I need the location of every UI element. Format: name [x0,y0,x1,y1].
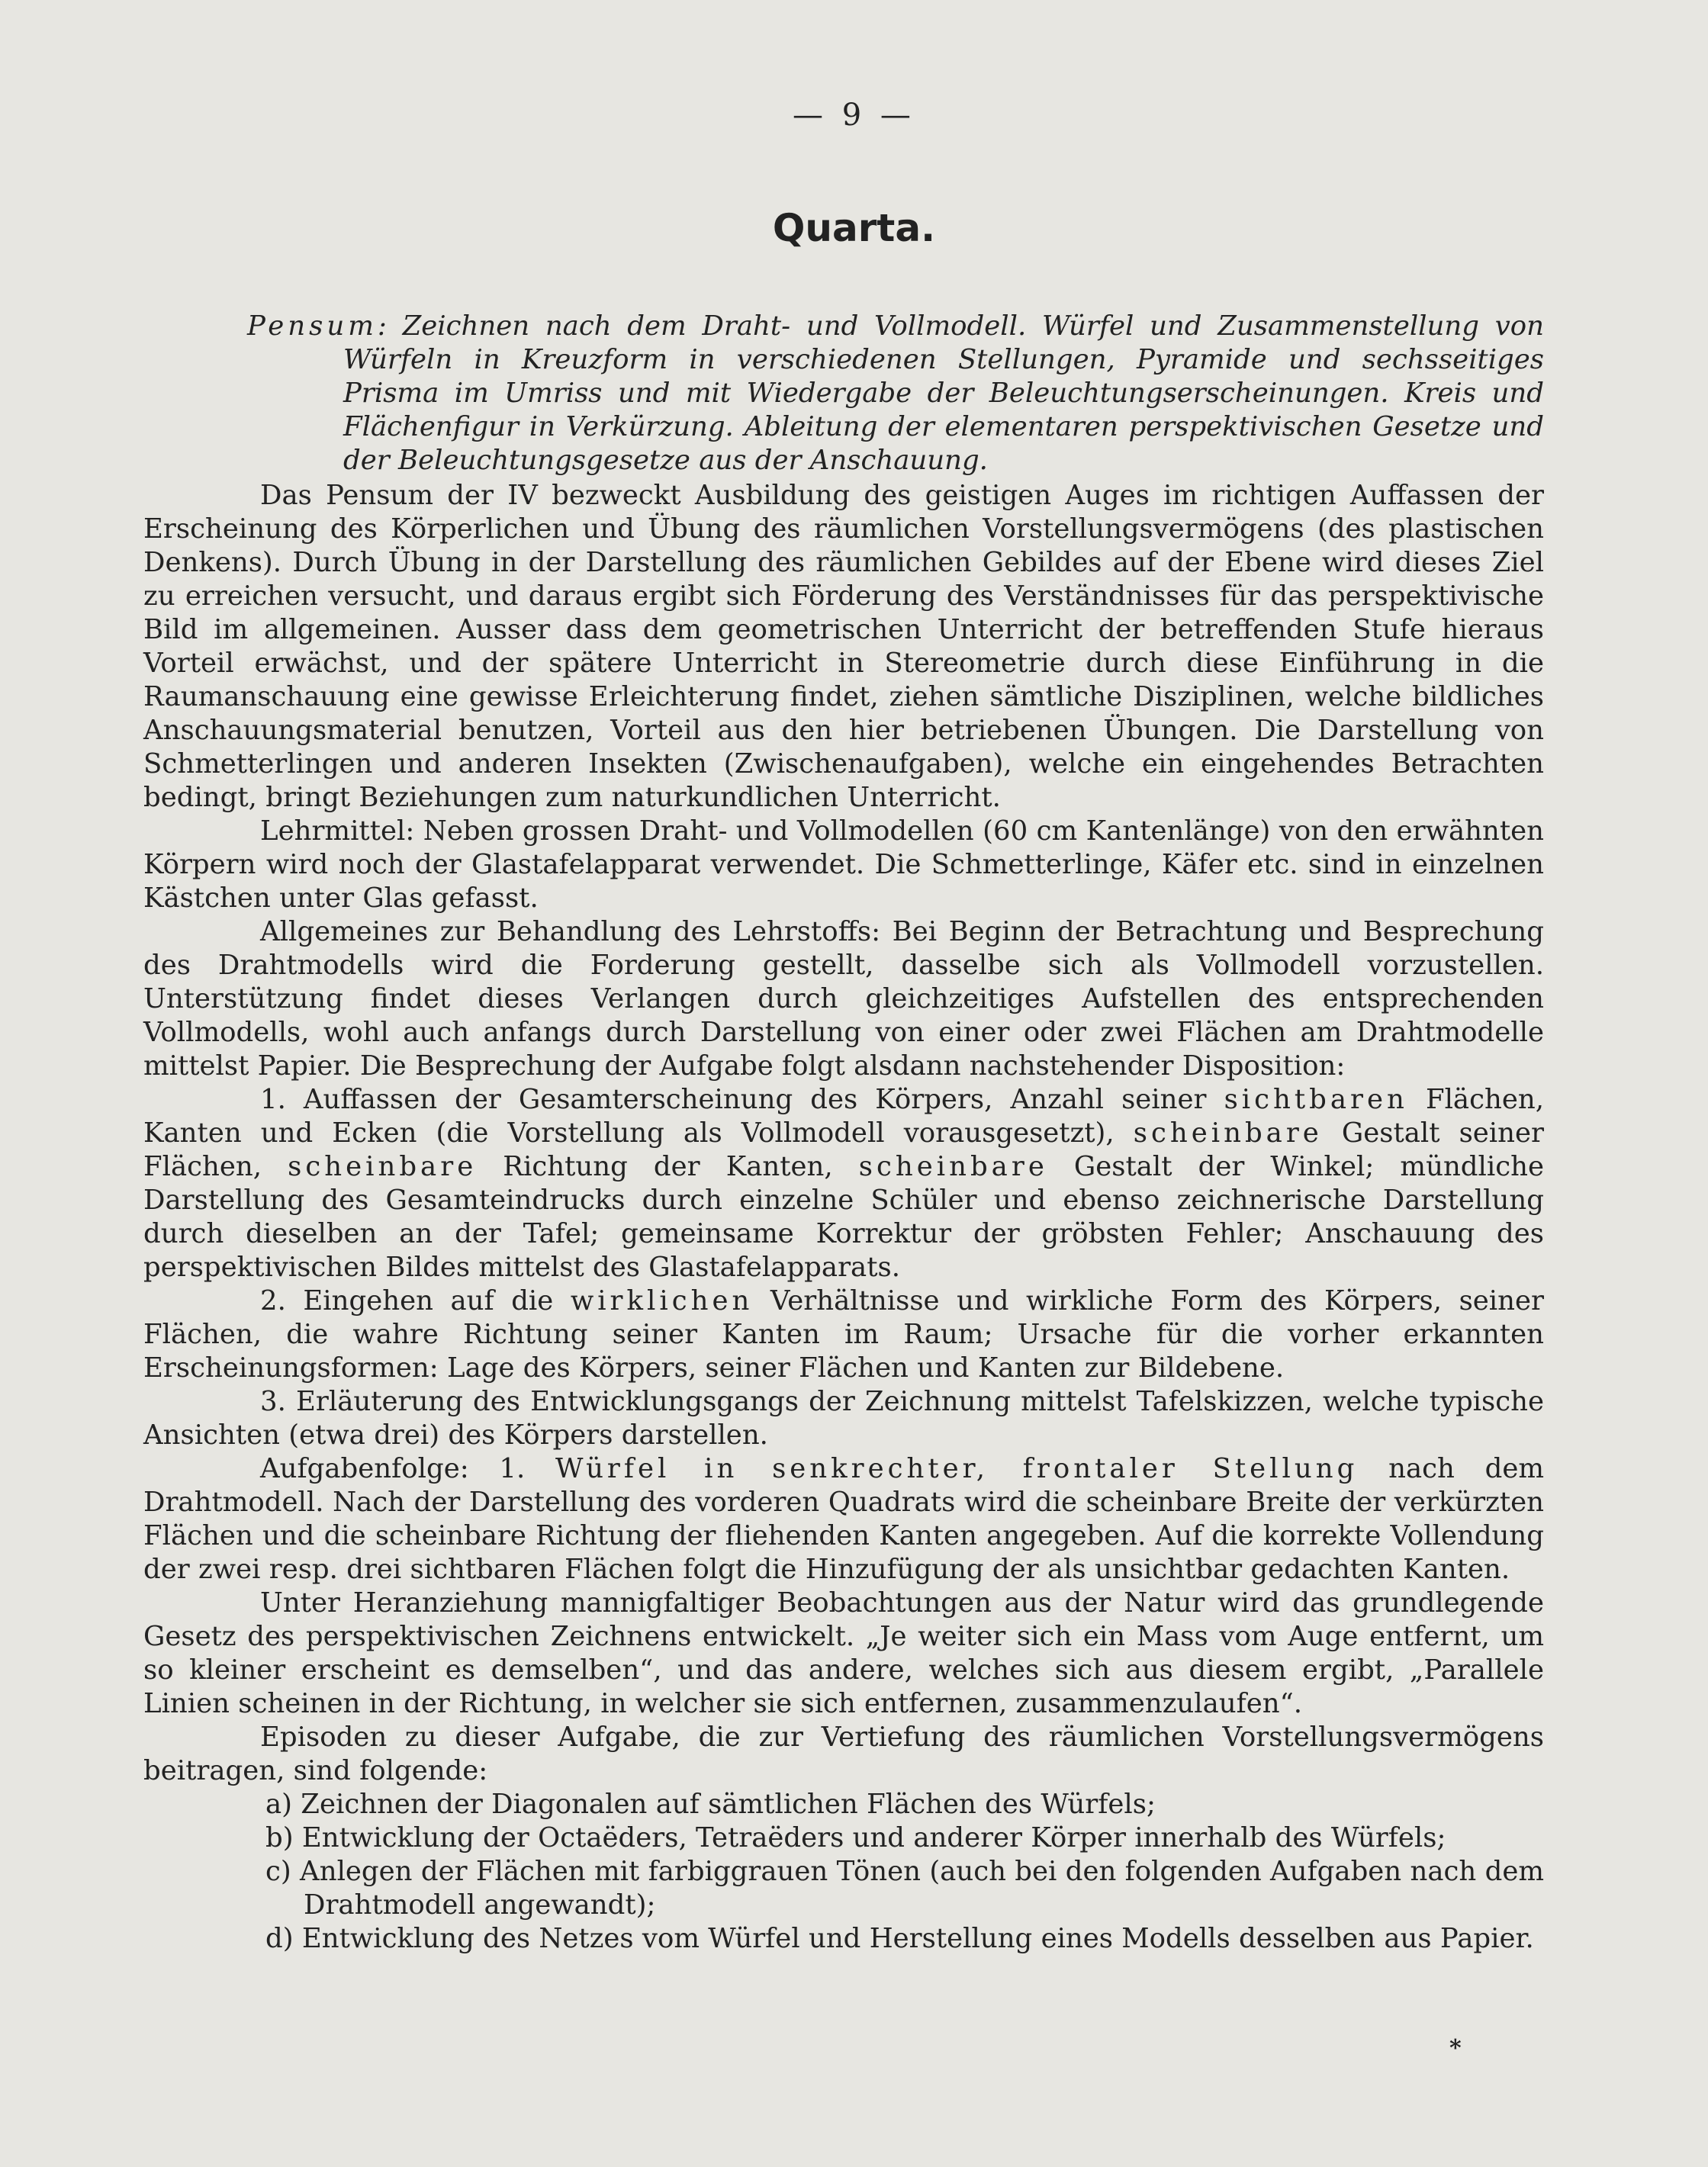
pensum-label: Pensum [247,310,378,342]
point-2-text-c: Verhältnisse und wirkliche Form des Körpers, seiner Flächen, die wahre Richtung seiner Kanten im Raum; Ursache für die vorher erkannten Erscheinungsformen: Lage des Körpers, seiner Flächen und Kanten zur Bildebene. [143,1284,1544,1384]
episode-b: b) Entwicklung der Octaëders, Tetraëders und anderer Körper innerhalb des Würfels; [265,1821,1446,1854]
point-2 [143,1284,1544,1385]
point-1-text-a: 1. Auffassen der Gesamterscheinung des Körpers, Anzahl seiner [260,1083,1224,1115]
paragraph-lehrmittel: Lehrmittel: Neben grossen Draht- und Vollmodellen (60 cm Kantenlänge) von den erwähnten Körpern wird noch der Glastafelapparat verwendet. Die Schmetterlinge, Käfer etc. sind in einzelnen Kästchen unter Glas gefasst. [143,815,1544,914]
point-1-emph-b: sichtbaren [1224,1083,1408,1115]
paragraph-allgemeines: Allgemeines zur Behandlung des Lehrstoffs: Bei Beginn der Betrachtung und Besprechung des Drahtmodells wird die Forderung gestellt, dasselbe sich als Vollmodell vorzustellen. Unterstützung findet dieses Verlangen durch gleichzeitiges Aufstellen des entsprechenden Vollmodells, wohl auch anfangs durch Darstellung von einer oder zwei Flächen am Drahtmodelle mittelst Papier. Die Besprechung der Aufgabe folgt alsdann nachstehender Disposition: [143,915,1544,1082]
episode-c: c) Anlegen der Flächen mit farbiggrauen Tönen (auch bei den folgenden Aufgaben nach dem Drahtmodell angewandt); [265,1855,1544,1921]
aufgabe-text-c: nach dem Drahtmodell. Nach der Darstellung des vorderen Quadrats wird die scheinbare Breite der verkürzten Flächen und die scheinbare Richtung der fliehenden Kanten angegeben. Auf die korrekte Vollendung der zwei resp. drei sichtbaren Flächen folgt die Hinzufügung der als unsichtbar gedachten Kanten. [143,1452,1544,1585]
paragraph-intro: Das Pensum der IV bezweckt Ausbildung des geistigen Auges im richtigen Auffassen der Erscheinung des Körperlichen und Übung des räumlichen Vorstellungsvermögens (des plastischen Denkens). Durch Übung in der Darstellung des räumlichen Gebildes auf der Ebene wird dieses Ziel zu erreichen versucht, und daraus ergibt sich Förderung des Verständnisses für das perspektivische Bild im allgemeinen. Ausser dass dem geometrischen Unterricht der betreffenden Stufe hieraus Vorteil erwächst, und der spätere Unterricht in Stereometrie durch diese Einführung in die Raumanschauung eine gewisse Erleichterung findet, ziehen sämtliche Disziplinen, welche bildliches Anschauungsmaterial benutzen, Vorteil aus den hier betriebenen Übungen. Die Darstellung von Schmetterlingen und anderen Insekten (Zwischenaufgaben), welche ein eingehendes Betrachten bedingt, bringt Beziehungen zum naturkundlichen Unterricht. [143,479,1544,813]
aufgabe-text-a: Aufgabenfolge: 1. [260,1452,556,1484]
point-1-text-e: Gestalt seiner Flächen, [143,1117,1544,1182]
point-1 [143,1083,1544,1284]
point-1-text-i: Gestalt der Winkel; mündliche Darstellung des Gesamteindrucks durch einzelne Schüler und ebenso zeichnerische Darstellung durch dieselben an der Tafel; gemeinsame Korrektur der gröbsten Fehler; Anschauung des perspektivischen Bildes mittelst des Glastafelapparats. [143,1150,1544,1283]
point-1-emph-h: scheinbare [858,1150,1048,1182]
episode-a: a) Zeichnen der Diagonalen auf sämtlichen Flächen des Würfels; [265,1788,1156,1820]
point-1-text-c: Flächen, Kanten und Ecken (die Vorstellung als Vollmodell vorausgesetzt), [143,1083,1544,1149]
section-title: Quarta. [772,206,936,250]
body-text [143,282,1544,1956]
point-1-emph-f: scheinbare [288,1150,478,1182]
paragraph-aufgabenfolge [143,1452,1544,1587]
point-2-emph-b: wirklichen [570,1284,754,1317]
paragraph-gesetz: Unter Heranziehung mannigfaltiger Beobachtungen aus der Natur wird das grundlegende Gesetz des perspektivischen Zeichnens entwickelt. „Je weiter sich ein Mass vom Auge entfernt, um so kleiner erscheint es demselben“, und das andere, welches sich aus diesem ergibt, „Parallele Linien scheinen in der Richtung, in welcher sie sich entfernen, zusammenzulaufen“. [143,1587,1544,1719]
episode-d: d) Entwicklung des Netzes vom Würfel und Herstellung eines Modells desselben aus Papier. [265,1922,1534,1954]
pensum-text: : Zeichnen nach dem Draht- und Vollmodell. Würfel und Zusammenstellung von Würfeln in Kreuzform in verschiedenen Stellungen, Pyramide und sechsseitiges Prisma im Umriss und mit Wiedergabe der Beleuchtungserscheinungen. Kreis und Flächenfigur in Verkürzung. Ableitung der elementaren perspektivischen Gesetze und der Beleuchtungsgesetze aus der Anschauung. [343,310,1544,476]
point-1-emph-d: scheinbare [1133,1117,1323,1149]
point-2-text-a: 2. Eingehen auf die [260,1284,571,1317]
footer-mark: * [1449,2035,1462,2062]
aufgabe-emph-b: Würfel in senkrechter, frontaler Stellung [555,1452,1359,1484]
pensum-paragraph [143,310,1544,477]
paragraph-episoden: Episoden zu dieser Aufgabe, die zur Vertiefung des räumlichen Vorstellungsvermögens beitragen, sind folgende: [143,1721,1544,1786]
point-1-text-g: Richtung der Kanten, [477,1150,859,1182]
page-number: — 9 — [793,98,915,133]
point-3: 3. Erläuterung des Entwicklungsgangs der Zeichnung mittelst Tafelskizzen, welche typische Ansichten (etwa drei) des Körpers darstellen. [143,1385,1544,1451]
